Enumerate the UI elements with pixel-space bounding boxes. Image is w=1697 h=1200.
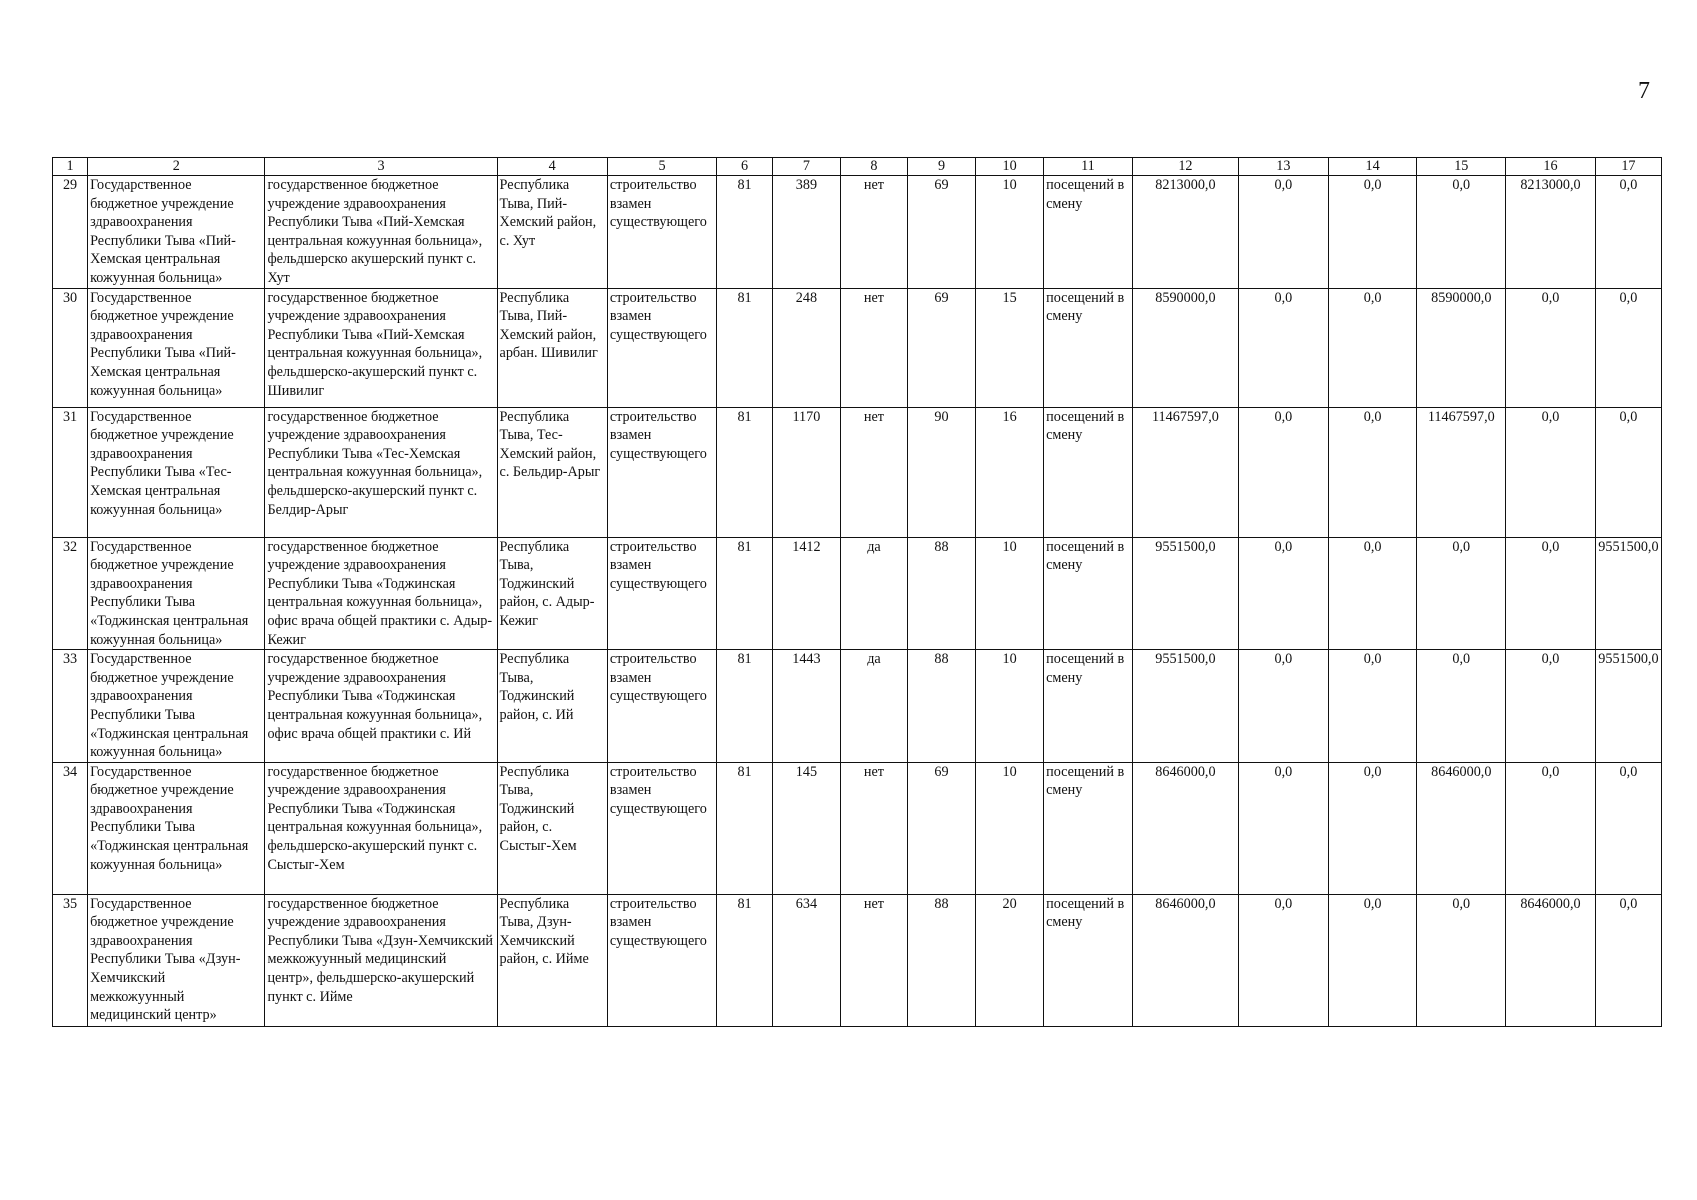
- value-cell: 1170: [772, 407, 840, 537]
- amount-cell: 8646000,0: [1132, 762, 1238, 894]
- column-header: 6: [717, 158, 773, 176]
- amount-cell: 8646000,0: [1417, 762, 1506, 894]
- unit-cell: посещений в смену: [1044, 288, 1133, 407]
- amount-cell: 0,0: [1506, 288, 1596, 407]
- column-header: 5: [607, 158, 716, 176]
- value-cell: 1443: [772, 650, 840, 763]
- amount-cell: 8590000,0: [1132, 288, 1238, 407]
- institution-cell: Государственное бюджетное учреждение здравоохранения Республики Тыва «Тес-Хемская центральная кожуунная больница»: [88, 407, 265, 537]
- value-cell: 15: [976, 288, 1044, 407]
- column-header: 11: [1044, 158, 1133, 176]
- facility-cell: государственное бюджетное учреждение здравоохранения Республики Тыва «Тоджинская центральная кожуунная больница», офис врача общей практики с. Адыр-Кежиг: [265, 537, 497, 650]
- table-row: [53, 894, 1662, 1026]
- value-cell: 16: [976, 407, 1044, 537]
- amount-cell: 0,0: [1328, 176, 1417, 289]
- amount-cell: 0,0: [1328, 288, 1417, 407]
- amount-cell: 0,0: [1239, 650, 1329, 763]
- value-cell: нет: [840, 762, 907, 894]
- column-header: 13: [1239, 158, 1329, 176]
- amount-cell: 0,0: [1417, 894, 1506, 1026]
- amount-cell: 0,0: [1239, 176, 1329, 289]
- value-cell: 81: [717, 650, 773, 763]
- amount-cell: 0,0: [1328, 407, 1417, 537]
- row-number: 32: [53, 537, 88, 650]
- row-number: 30: [53, 288, 88, 407]
- column-header: 2: [88, 158, 265, 176]
- work-type-cell: строительство взамен существующего: [607, 288, 716, 407]
- value-cell: 81: [717, 537, 773, 650]
- location-cell: Республика Тыва, Тоджинский район, с. Адыр-Кежиг: [497, 537, 607, 650]
- column-header: 4: [497, 158, 607, 176]
- amount-cell: 0,0: [1417, 537, 1506, 650]
- value-cell: 1412: [772, 537, 840, 650]
- value-cell: 69: [907, 288, 975, 407]
- amount-cell: 0,0: [1506, 537, 1596, 650]
- column-header: 16: [1506, 158, 1596, 176]
- column-header: 12: [1132, 158, 1238, 176]
- value-cell: 69: [907, 176, 975, 289]
- column-header: 15: [1417, 158, 1506, 176]
- amount-cell: 0,0: [1239, 537, 1329, 650]
- facility-cell: государственное бюджетное учреждение здравоохранения Республики Тыва «Пий-Хемская центральная кожуунная больница», фельдшерско акушерский пункт с. Хут: [265, 176, 497, 289]
- value-cell: 81: [717, 176, 773, 289]
- location-cell: Республика Тыва, Тес-Хемский район, с. Бельдир-Арыг: [497, 407, 607, 537]
- value-cell: 634: [772, 894, 840, 1026]
- header-row: [53, 158, 1662, 176]
- column-header: 9: [907, 158, 975, 176]
- value-cell: 10: [976, 762, 1044, 894]
- page-number: 7: [1638, 78, 1650, 104]
- amount-cell: 9551500,0: [1595, 650, 1661, 763]
- amount-cell: 0,0: [1506, 407, 1596, 537]
- institution-cell: Государственное бюджетное учреждение здравоохранения Республики Тыва «Дзун-Хемчикский межкожуунный медицинский центр»: [88, 894, 265, 1026]
- institution-cell: Государственное бюджетное учреждение здравоохранения Республики Тыва «Пий-Хемская центральная кожуунная больница»: [88, 176, 265, 289]
- row-number: 29: [53, 176, 88, 289]
- value-cell: нет: [840, 894, 907, 1026]
- amount-cell: 0,0: [1328, 537, 1417, 650]
- column-header: 7: [772, 158, 840, 176]
- value-cell: нет: [840, 407, 907, 537]
- column-header: 1: [53, 158, 88, 176]
- value-cell: 10: [976, 176, 1044, 289]
- location-cell: Республика Тыва, Пий-Хемский район, с. Хут: [497, 176, 607, 289]
- amount-cell: 0,0: [1328, 894, 1417, 1026]
- unit-cell: посещений в смену: [1044, 407, 1133, 537]
- value-cell: да: [840, 650, 907, 763]
- amount-cell: 9551500,0: [1132, 650, 1238, 763]
- value-cell: нет: [840, 288, 907, 407]
- work-type-cell: строительство взамен существующего: [607, 176, 716, 289]
- amount-cell: 11467597,0: [1132, 407, 1238, 537]
- table-row: [53, 537, 1662, 650]
- facility-cell: государственное бюджетное учреждение здравоохранения Республики Тыва «Тоджинская центральная кожуунная больница», фельдшерско-акушерский пункт с. Сыстыг-Хем: [265, 762, 497, 894]
- value-cell: 10: [976, 537, 1044, 650]
- amount-cell: 8590000,0: [1417, 288, 1506, 407]
- unit-cell: посещений в смену: [1044, 894, 1133, 1026]
- amount-cell: 9551500,0: [1132, 537, 1238, 650]
- amount-cell: 8213000,0: [1132, 176, 1238, 289]
- amount-cell: 0,0: [1595, 407, 1661, 537]
- work-type-cell: строительство взамен существующего: [607, 650, 716, 763]
- value-cell: 81: [717, 288, 773, 407]
- work-type-cell: строительство взамен существующего: [607, 894, 716, 1026]
- column-header: 17: [1595, 158, 1661, 176]
- amount-cell: 8213000,0: [1506, 176, 1596, 289]
- amount-cell: 0,0: [1239, 894, 1329, 1026]
- amount-cell: 0,0: [1417, 176, 1506, 289]
- amount-cell: 11467597,0: [1417, 407, 1506, 537]
- unit-cell: посещений в смену: [1044, 762, 1133, 894]
- value-cell: 88: [907, 537, 975, 650]
- data-table: [52, 157, 1662, 1027]
- column-header: 8: [840, 158, 907, 176]
- column-header: 14: [1328, 158, 1417, 176]
- row-number: 31: [53, 407, 88, 537]
- location-cell: Республика Тыва, Тоджинский район, с. Ий: [497, 650, 607, 763]
- row-number: 34: [53, 762, 88, 894]
- value-cell: 69: [907, 762, 975, 894]
- amount-cell: 0,0: [1239, 762, 1329, 894]
- value-cell: 248: [772, 288, 840, 407]
- value-cell: 145: [772, 762, 840, 894]
- facility-cell: государственное бюджетное учреждение здравоохранения Республики Тыва «Пий-Хемская центральная кожуунная больница», фельдшерско-акушерский пункт с. Шивилиг: [265, 288, 497, 407]
- location-cell: Республика Тыва, Пий-Хемский район, арбан. Шивилиг: [497, 288, 607, 407]
- amount-cell: 0,0: [1595, 894, 1661, 1026]
- work-type-cell: строительство взамен существующего: [607, 762, 716, 894]
- unit-cell: посещений в смену: [1044, 650, 1133, 763]
- amount-cell: 0,0: [1595, 288, 1661, 407]
- amount-cell: 0,0: [1239, 288, 1329, 407]
- column-header: 3: [265, 158, 497, 176]
- work-type-cell: строительство взамен существующего: [607, 537, 716, 650]
- institution-cell: Государственное бюджетное учреждение здравоохранения Республики Тыва «Тоджинская центральная кожуунная больница»: [88, 650, 265, 763]
- amount-cell: 0,0: [1595, 176, 1661, 289]
- location-cell: Республика Тыва, Тоджинский район, с. Сыстыг-Хем: [497, 762, 607, 894]
- row-number: 33: [53, 650, 88, 763]
- value-cell: 90: [907, 407, 975, 537]
- table-row: [53, 288, 1662, 407]
- value-cell: 10: [976, 650, 1044, 763]
- value-cell: 81: [717, 894, 773, 1026]
- facility-cell: государственное бюджетное учреждение здравоохранения Республики Тыва «Тоджинская центральная кожуунная больница», офис врача общей практики с. Ий: [265, 650, 497, 763]
- value-cell: 81: [717, 762, 773, 894]
- value-cell: да: [840, 537, 907, 650]
- institution-cell: Государственное бюджетное учреждение здравоохранения Республики Тыва «Тоджинская центральная кожуунная больница»: [88, 537, 265, 650]
- facility-cell: государственное бюджетное учреждение здравоохранения Республики Тыва «Тес-Хемская центральная кожуунная больница», фельдшерско-акушерский пункт с. Белдир-Арыг: [265, 407, 497, 537]
- amount-cell: 0,0: [1239, 407, 1329, 537]
- amount-cell: 0,0: [1595, 762, 1661, 894]
- value-cell: нет: [840, 176, 907, 289]
- work-type-cell: строительство взамен существующего: [607, 407, 716, 537]
- amount-cell: 0,0: [1328, 650, 1417, 763]
- amount-cell: 9551500,0: [1595, 537, 1661, 650]
- value-cell: 88: [907, 894, 975, 1026]
- amount-cell: 0,0: [1506, 762, 1596, 894]
- table-row: [53, 762, 1662, 894]
- institution-cell: Государственное бюджетное учреждение здравоохранения Республики Тыва «Пий-Хемская центральная кожуунная больница»: [88, 288, 265, 407]
- location-cell: Республика Тыва, Дзун-Хемчикский район, с. Ийме: [497, 894, 607, 1026]
- institution-cell: Государственное бюджетное учреждение здравоохранения Республики Тыва «Тоджинская центральная кожуунная больница»: [88, 762, 265, 894]
- facility-cell: государственное бюджетное учреждение здравоохранения Республики Тыва «Дзун-Хемчикский межкожуунный медицинский центр», фельдшерско-акушерский пункт с. Ийме: [265, 894, 497, 1026]
- amount-cell: 8646000,0: [1506, 894, 1596, 1026]
- unit-cell: посещений в смену: [1044, 537, 1133, 650]
- value-cell: 81: [717, 407, 773, 537]
- value-cell: 20: [976, 894, 1044, 1026]
- amount-cell: 0,0: [1417, 650, 1506, 763]
- table-row: [53, 176, 1662, 289]
- column-header: 10: [976, 158, 1044, 176]
- table-row: [53, 650, 1662, 763]
- unit-cell: посещений в смену: [1044, 176, 1133, 289]
- amount-cell: 0,0: [1506, 650, 1596, 763]
- amount-cell: 8646000,0: [1132, 894, 1238, 1026]
- table-row: [53, 407, 1662, 537]
- row-number: 35: [53, 894, 88, 1026]
- value-cell: 88: [907, 650, 975, 763]
- value-cell: 389: [772, 176, 840, 289]
- amount-cell: 0,0: [1328, 762, 1417, 894]
